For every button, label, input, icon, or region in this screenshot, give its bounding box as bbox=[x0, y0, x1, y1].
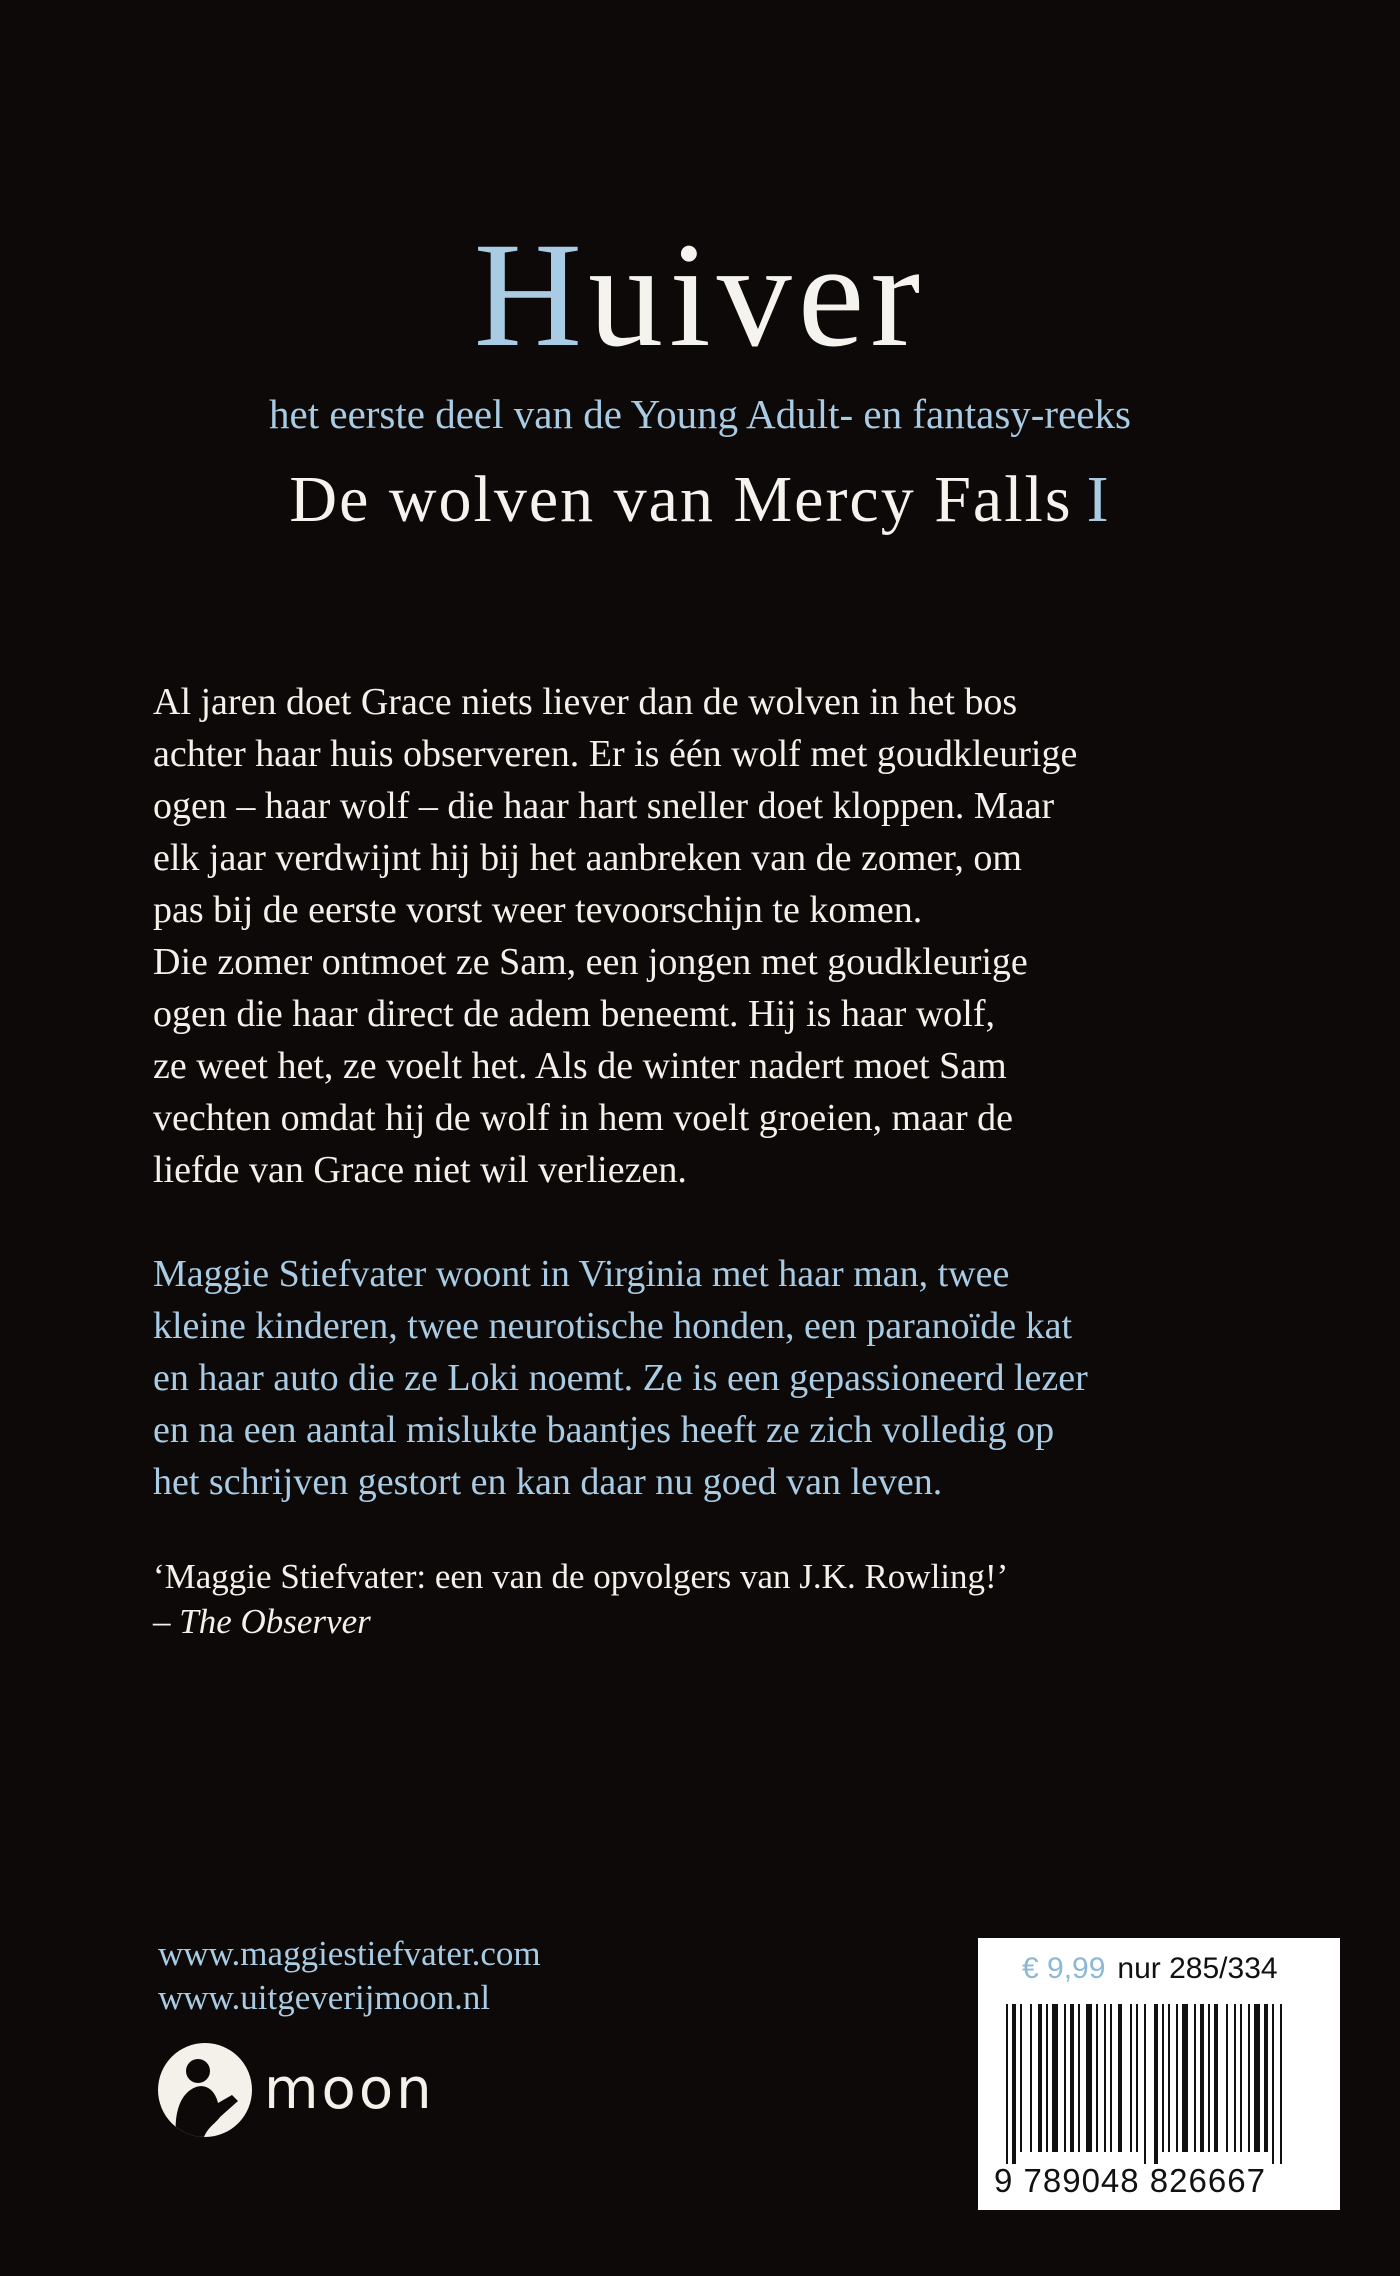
blurb-line: ogen – haar wolf – die haar hart sneller doet kloppen. Maar bbox=[153, 785, 1055, 827]
barcode-bar bbox=[1240, 2004, 1242, 2152]
barcode-bar bbox=[1226, 2004, 1228, 2152]
barcode-bar bbox=[1162, 2004, 1164, 2152]
barcode-bar bbox=[1046, 2004, 1048, 2152]
barcode-bar bbox=[1280, 2004, 1282, 2164]
barcode-bar bbox=[1110, 2004, 1112, 2152]
author-url[interactable]: www.maggiestiefvater.com bbox=[158, 1934, 541, 1973]
author-bio bbox=[153, 1248, 1263, 1508]
series-subtitle: het eerste deel van de Young Adult- en fantasy-reeks bbox=[269, 391, 1131, 437]
blurb-line: ogen die haar direct de adem beneemt. Hij is haar wolf, bbox=[153, 993, 995, 1035]
barcode-bar bbox=[1176, 2004, 1178, 2152]
barcode-bar bbox=[1272, 2004, 1274, 2164]
barcode-bar bbox=[1208, 2004, 1210, 2152]
title-initial: H bbox=[473, 212, 589, 378]
publisher-url[interactable]: www.uitgeverijmoon.nl bbox=[158, 1978, 491, 2017]
title-rest: uiver bbox=[588, 212, 927, 378]
barcode-bar bbox=[1064, 2004, 1066, 2152]
barcode-bar bbox=[1130, 2004, 1132, 2152]
barcode-bar bbox=[1254, 2004, 1260, 2152]
publisher-logo bbox=[158, 2042, 435, 2137]
url-list bbox=[158, 1932, 541, 2020]
book-title bbox=[0, 212, 1400, 378]
blurb-line: Die zomer ontmoet ze Sam, een jongen met goudkleurige bbox=[153, 941, 1028, 983]
quote-source: The Observer bbox=[179, 1602, 371, 1641]
barcode-bar bbox=[1234, 2004, 1236, 2152]
barcode-bar bbox=[1154, 2004, 1158, 2164]
quote-text: ‘Maggie Stiefvater: een van de opvolgers van J.K. Rowling!’ bbox=[153, 1557, 1009, 1596]
barcode-bar bbox=[1078, 2004, 1080, 2152]
blurb-line: pas bij de eerste vorst weer tevoorschijn te komen. bbox=[153, 889, 923, 931]
series-title bbox=[0, 462, 1400, 538]
bio-line: en na een aantal mislukte baantjes heeft ze zich volledig op bbox=[153, 1409, 1055, 1451]
bio-line: en haar auto die ze Loki noemt. Ze is een gepassioneerd lezer bbox=[153, 1357, 1088, 1399]
barcode-bar bbox=[1194, 2004, 1196, 2152]
series-name: De wolven van Mercy Falls bbox=[289, 463, 1073, 536]
blurb-line: liefde van Grace niet wil verliezen. bbox=[153, 1149, 687, 1191]
price: € 9,99 bbox=[1022, 1952, 1106, 1985]
publisher-name: moon bbox=[264, 2056, 435, 2122]
barcode-bar bbox=[1144, 2004, 1146, 2164]
barcode-bar bbox=[1030, 2004, 1032, 2152]
barcode-bar bbox=[1264, 2004, 1268, 2152]
barcode-bar bbox=[1168, 2004, 1170, 2152]
barcode-bar bbox=[1052, 2004, 1058, 2152]
nur-code: nur 285/334 bbox=[1117, 1952, 1278, 1985]
barcode-bars bbox=[998, 2004, 1318, 2164]
barcode-box bbox=[978, 1938, 1340, 2210]
bio-line: Maggie Stiefvater woont in Virginia met haar man, twee bbox=[153, 1253, 1010, 1295]
barcode-bar bbox=[1182, 2004, 1188, 2152]
barcode-bar bbox=[1070, 2004, 1074, 2152]
barcode-bar bbox=[1006, 2004, 1008, 2164]
series-number: I bbox=[1086, 463, 1111, 536]
barcode-bar bbox=[1038, 2004, 1042, 2152]
price-line bbox=[1022, 1952, 1278, 1986]
press-quote bbox=[153, 1554, 1263, 1644]
quote-attribution bbox=[153, 1599, 1263, 1644]
barcode-bar bbox=[1020, 2004, 1022, 2152]
barcode-bar bbox=[1248, 2004, 1250, 2152]
blurb-text bbox=[153, 676, 1263, 1196]
barcode-bar bbox=[1214, 2004, 1218, 2152]
blurb-line: ze weet het, ze voelt het. Als de winter nadert moet Sam bbox=[153, 1045, 1007, 1087]
blurb-line: elk jaar verdwijnt hij bij het aanbreken van de zomer, om bbox=[153, 837, 1022, 879]
barcode-bar bbox=[1012, 2004, 1016, 2164]
barcode-bar bbox=[1086, 2004, 1092, 2152]
blurb-line: Al jaren doet Grace niets liever dan de wolven in het bos bbox=[153, 681, 1018, 723]
bio-line: kleine kinderen, twee neurotische honden, een paranoïde kat bbox=[153, 1305, 1073, 1347]
barcode-bar bbox=[1136, 2004, 1138, 2152]
barcode-bar bbox=[1104, 2004, 1106, 2152]
blurb-line: achter haar huis observeren. Er is één wolf met goudkleurige bbox=[153, 733, 1078, 775]
bio-line: het schrijven gestort en kan daar nu goed van leven. bbox=[153, 1461, 943, 1503]
barcode-bar bbox=[1200, 2004, 1204, 2152]
quote-dash: – bbox=[153, 1602, 180, 1641]
barcode-bar bbox=[1096, 2004, 1098, 2152]
reading-figure-icon bbox=[158, 2043, 252, 2137]
barcode-bar bbox=[1118, 2004, 1122, 2152]
blurb-line: vechten omdat hij de wolf in hem voelt groeien, maar de bbox=[153, 1097, 1013, 1139]
isbn-digits: 9 789048 826667 bbox=[994, 2162, 1266, 2199]
